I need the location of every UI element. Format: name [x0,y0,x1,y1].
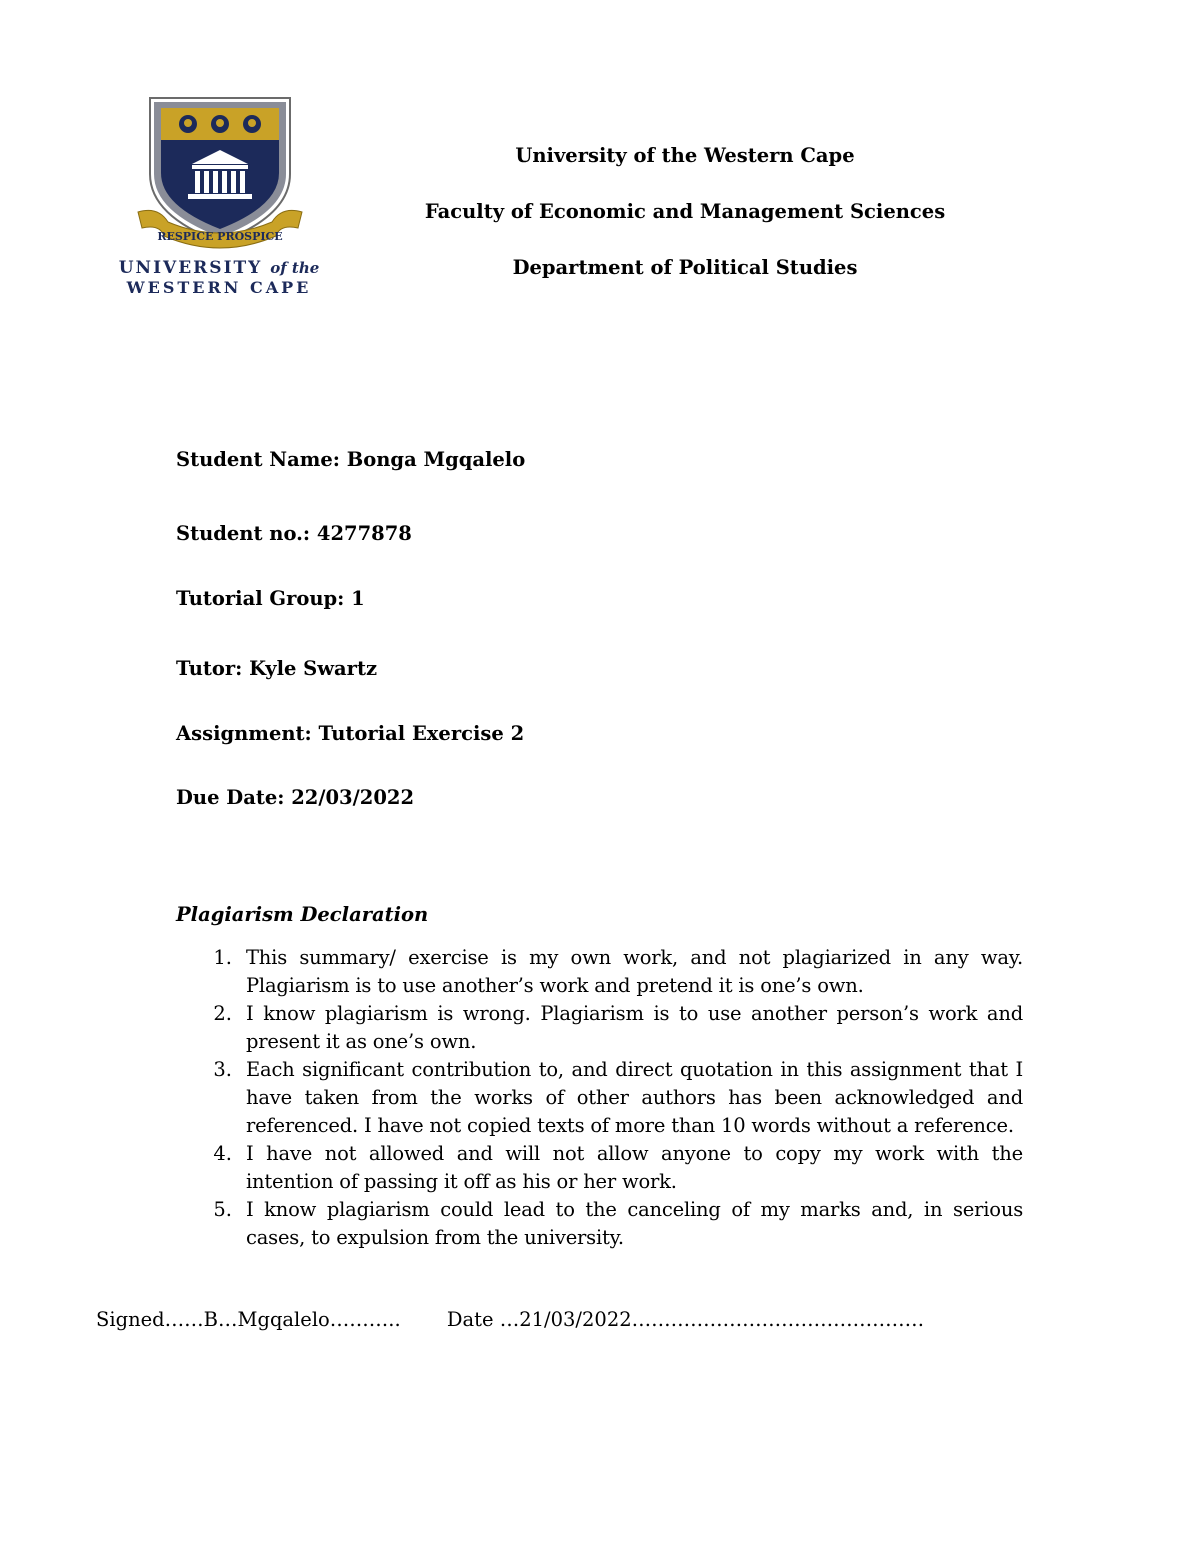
list-item-text: I have not allowed and will not allow anyone to copy my work with the intention of passing it off as his or her work. [246,1142,1023,1193]
university-name: University of the Western Cape [515,144,855,167]
student-number: Student no.: 4277878 [176,522,412,545]
due-date: Due Date: 22/03/2022 [176,786,415,809]
crest-shield-icon [108,94,330,259]
student-name: Student Name: Bonga Mgqalelo [176,448,526,471]
list-item-text: I know plagiarism could lead to the canceling of my marks and, in serious cases, to expulsion from the university. [246,1198,1023,1249]
list-item-number: 1. [213,946,232,969]
list-item-number: 4. [213,1142,232,1165]
list-item [206,1196,1023,1252]
list-item-number: 2. [213,1002,232,1025]
list-item [206,1140,1023,1196]
list-item-text: I know plagiarism is wrong. Plagiarism is to use another person’s work and present it as one’s own. [246,1002,1023,1053]
faculty-name: Faculty of Economic and Management Sciences [424,200,946,223]
university-logo [108,94,330,314]
list-item-text: This summary/ exercise is my own work, and not plagiarized in any way. Plagiarism is to use another’s work and pretend it is one’s own. [246,946,1023,997]
declaration-title: Plagiarism Declaration [176,903,429,926]
date-field: Date …21/03/2022……………………………………… [446,1308,925,1331]
signature-line [96,1308,924,1331]
signed-field: Signed……B…Mgqalelo……….. [96,1308,401,1331]
list-item [206,1000,1023,1056]
institution-header [400,140,970,308]
list-item [206,1056,1023,1140]
assignment-title: Assignment: Tutorial Exercise 2 [176,722,525,745]
list-item-number: 3. [213,1058,232,1081]
declaration-list [206,944,1023,1252]
department-name: Department of Political Studies [512,256,858,279]
wordmark-line1-em: of the [270,259,320,277]
list-item [206,944,1023,1000]
list-item-text: Each significant contribution to, and direct quotation in this assignment that I have taken from the works of other authors has been acknowledged and referenced. I have not copied texts of more than 10 words without a reference. [246,1058,1023,1137]
tutor-name: Tutor: Kyle Swartz [176,657,378,680]
wordmark-line2: WESTERN CAPE [126,277,312,297]
logo-wordmark [108,259,330,297]
list-item-number: 5. [213,1198,232,1221]
wordmark-line1: UNIVERSITY [118,258,263,278]
motto-text: RESPICE PROSPICE [157,230,283,243]
tutorial-group: Tutorial Group: 1 [176,587,365,610]
